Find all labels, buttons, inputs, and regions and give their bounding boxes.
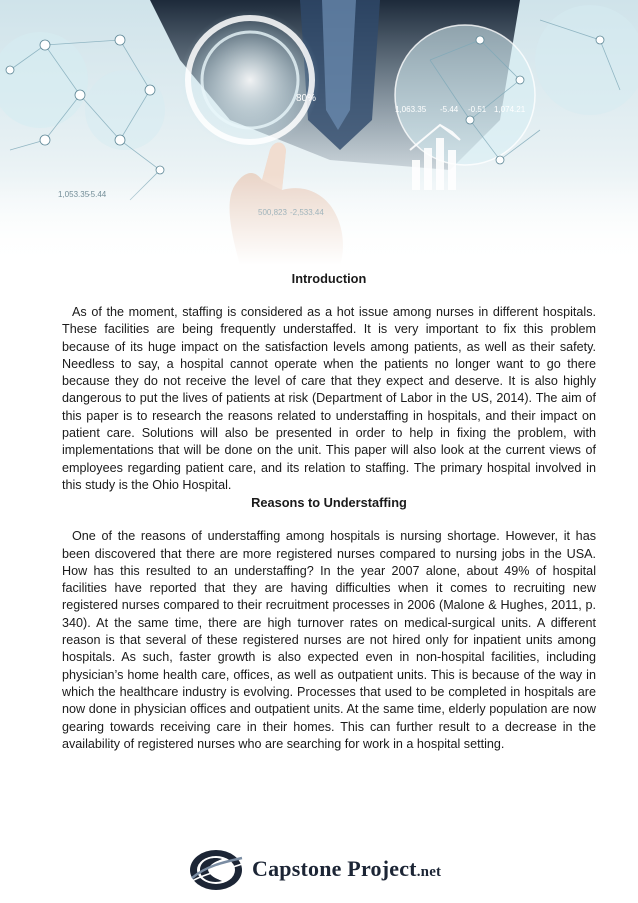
hero-readout-3: -0.51 bbox=[468, 105, 487, 114]
reasons-paragraph: One of the reasons of understaffing among hospitals is nursing shortage. However, it has been discovered that there are more registered nurses compared to nursing jobs in the USA. How has this resulted to an understaffing? In the year 2007 alone, about 49% of hospital facilities have reported that they are having difficulties when it comes to recruiting new registered nurses compared to their recruitment processes in 2006 (Malone & Hughes, 2011, p. 340). At the same time, there are high turnover rates on medical-surgical units. A different reason is that several of these registered nurses are not hired only for inpatient units among hospitals. As such, faster growth is also expected even in non-hospital facilities, including physician’s home health care, offices, as well as outpatient units. This is because of the way in which the healthcare industry is evolving. Processes that used to be completed in hospitals are now done in physician offices and outpatient units. At the same time, elderly population are now gearing towards receiving care in their homes. This can further result to a decrease in the availability of registered nurses who are searching for work in a hospital setting. bbox=[62, 529, 596, 751]
document-body bbox=[62, 270, 596, 753]
hero-illustration bbox=[0, 0, 638, 265]
capstone-logo-icon bbox=[188, 848, 244, 892]
spacer bbox=[62, 287, 596, 304]
hero-readout-1: 1,063.35 bbox=[395, 105, 427, 114]
brand-name-tld: .net bbox=[416, 864, 442, 880]
hero-image bbox=[0, 0, 638, 265]
hero-readout-2: -5.44 bbox=[440, 105, 459, 114]
intro-paragraph: As of the moment, staffing is considered as a hot issue among nurses in different hospitals. These facilities are being frequently understaffed. It is very important to fix this problem because of its huge impact on the satisfaction levels among patients, as well as their safety. Needless to say, a hospital cannot operate when the patients no longer want to go there because they do not receive the level of care that they expect and deserve. It is also highly dangerous to put the lives of patients at risk (Department of Labor in the US, 2014). The aim of this paper is to research the reasons related to understaffing in hospitals, and their impact on patient care. Solutions will also be presented in order to help in fixing the problem, with implementations that will be done on the unit. This paper will also look at the current views of employees regarding patient care, and its relation to staffing. The primary hospital involved in this study is the Ohio Hospital. bbox=[62, 305, 596, 492]
hero-percent-label: 80% bbox=[296, 93, 317, 104]
intro-heading: Introduction bbox=[291, 271, 367, 286]
brand-name-main: Capstone Project bbox=[252, 856, 417, 881]
footer-logo bbox=[0, 842, 638, 903]
reasons-heading: Reasons to Understaffing bbox=[251, 495, 407, 511]
spacer bbox=[62, 511, 596, 528]
hero-readout-4: 1,074.21 bbox=[494, 105, 526, 114]
brand-name bbox=[252, 856, 441, 882]
